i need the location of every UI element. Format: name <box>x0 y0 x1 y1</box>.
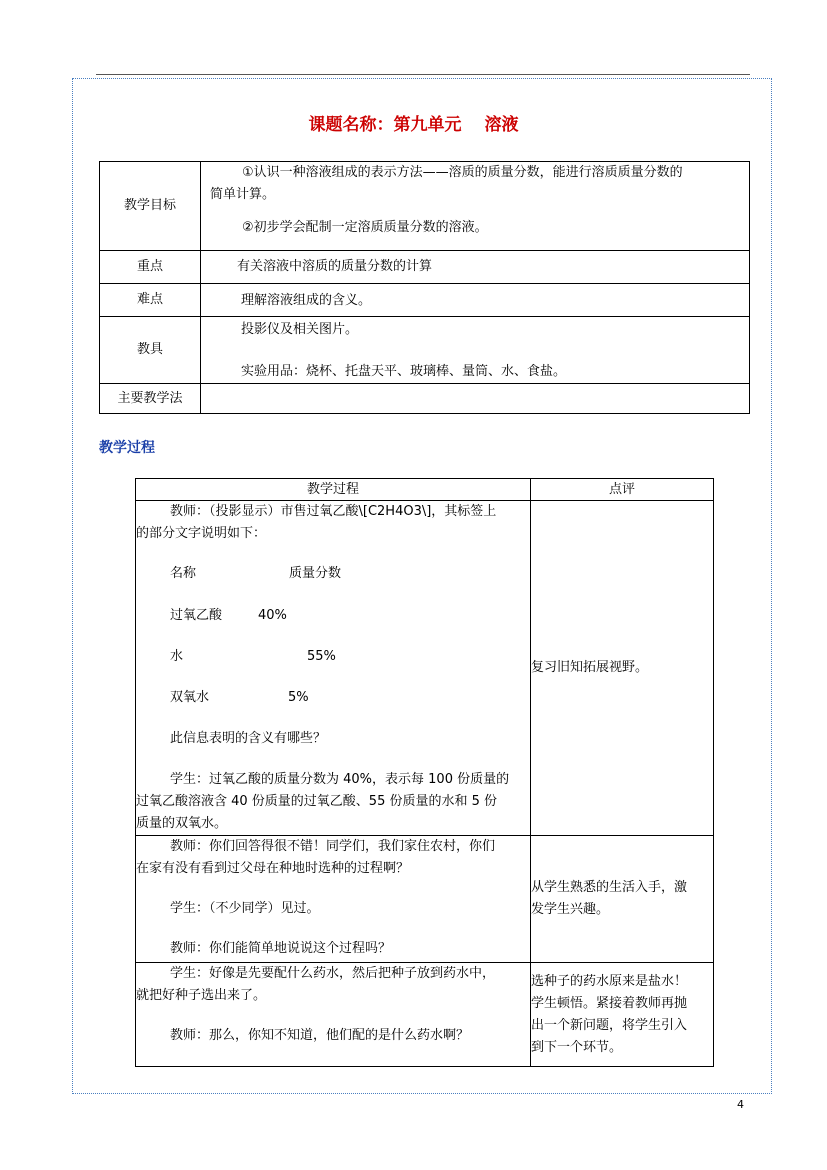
name-label: 名称 <box>170 566 197 581</box>
item-value: 5% <box>288 690 309 705</box>
column-header-process: 教学过程 <box>136 479 531 501</box>
process-cell <box>136 963 531 1067</box>
table-row <box>100 384 750 414</box>
methods-value <box>201 384 750 414</box>
process-line: 学生：好像是先要配什么药水，然后把种子放到药水中， <box>170 966 496 981</box>
tools-line: 实验用品：烧杯、托盘天平、玻璃棒、量筒、水、食盐。 <box>241 364 567 379</box>
key-points-value: 有关溶液中溶质的质量分数的计算 <box>201 251 750 284</box>
process-line: 的部分文字说明如下： <box>136 526 267 541</box>
label-item <box>136 646 530 668</box>
process-line: 学生：（不少同学）见过。 <box>170 901 320 916</box>
tools-cell <box>201 317 750 384</box>
label-item <box>136 605 530 627</box>
process-cell <box>136 836 531 963</box>
comment-cell <box>531 963 714 1067</box>
fraction-label: 质量分数 <box>289 566 342 581</box>
item-value: 55% <box>307 649 336 664</box>
section-heading: 教学过程 <box>99 440 155 456</box>
table-row <box>100 317 750 384</box>
objectives-line: ②初步学会配制一定溶质质量分数的溶液。 <box>242 220 488 235</box>
objectives-label: 教学目标 <box>100 162 201 251</box>
label-table-header <box>136 563 530 585</box>
item-name: 过氧乙酸 <box>170 608 223 623</box>
tools-label: 教具 <box>100 317 201 384</box>
table-row <box>136 501 714 836</box>
comment-line: 学生顿悟。紧接着教师再抛 <box>531 995 688 1011</box>
objectives-line: 简单计算。 <box>210 187 276 202</box>
tools-line: 投影仪及相关图片。 <box>241 322 359 337</box>
process-line: 过氧乙酸溶液含 40 份质量的过氧乙酸、55 份质量的水和 5 份 <box>136 794 498 809</box>
page-number: 4 <box>737 1098 744 1111</box>
item-name: 双氧水 <box>170 690 210 705</box>
item-name: 水 <box>170 649 184 664</box>
process-line: 教师：你们回答得很不错！同学们，我们家住农村，你们 <box>170 839 496 854</box>
lesson-info-table <box>99 161 750 414</box>
process-line: 此信息表明的含义有哪些？ <box>170 731 327 746</box>
table-row <box>136 836 714 963</box>
comment-line: 选种子的药水原来是盐水！ <box>531 973 688 989</box>
process-line: 质量的双氧水。 <box>136 816 228 831</box>
process-line: 教师：（投影显示）市售过氧乙酸\[C2H4O3\]，其标签上 <box>170 504 497 519</box>
item-value: 40% <box>258 608 287 623</box>
label-item <box>136 687 530 709</box>
process-line: 就把好种子选出来了。 <box>136 988 267 1003</box>
table-row <box>136 963 714 1067</box>
objectives-line: ①认识一种溶液组成的表示方法——溶质的质量分数，能进行溶质质量分数的 <box>242 165 683 180</box>
comment-cell: 复习旧知拓展视野。 <box>531 501 714 836</box>
process-line: 教师：那么，你知不知道，他们配的是什么药水啊？ <box>170 1028 470 1043</box>
column-header-comment: 点评 <box>531 479 714 501</box>
process-line: 在家有没有看到过父母在种地时选种的过程啊？ <box>136 861 410 876</box>
process-line: 教师：你们能简单地说说这个过程吗？ <box>170 941 392 956</box>
process-cell <box>136 501 531 836</box>
objectives-cell <box>201 162 750 251</box>
comment-line: 到下一个环节。 <box>531 1039 623 1055</box>
process-table <box>135 478 714 1067</box>
key-points-label: 重点 <box>100 251 201 284</box>
comment-line: 发学生兴趣。 <box>531 902 610 917</box>
table-row <box>100 251 750 284</box>
methods-label: 主要教学法 <box>100 384 201 414</box>
difficulty-label: 难点 <box>100 284 201 317</box>
table-row <box>100 162 750 251</box>
table-row <box>100 284 750 317</box>
table-header-row <box>136 479 714 501</box>
comment-line: 从学生熟悉的生活入手，激 <box>531 880 688 895</box>
comment-cell <box>531 836 714 963</box>
comment-line: 出一个新问题，将学生引入 <box>531 1017 688 1033</box>
header-rule <box>96 74 750 75</box>
process-line: 学生：过氧乙酸的质量分数为 40%，表示每 100 份质量的 <box>170 772 510 787</box>
difficulty-value: 理解溶液组成的含义。 <box>201 284 750 317</box>
page-title: 课题名称：第九单元 溶液 <box>308 115 519 135</box>
